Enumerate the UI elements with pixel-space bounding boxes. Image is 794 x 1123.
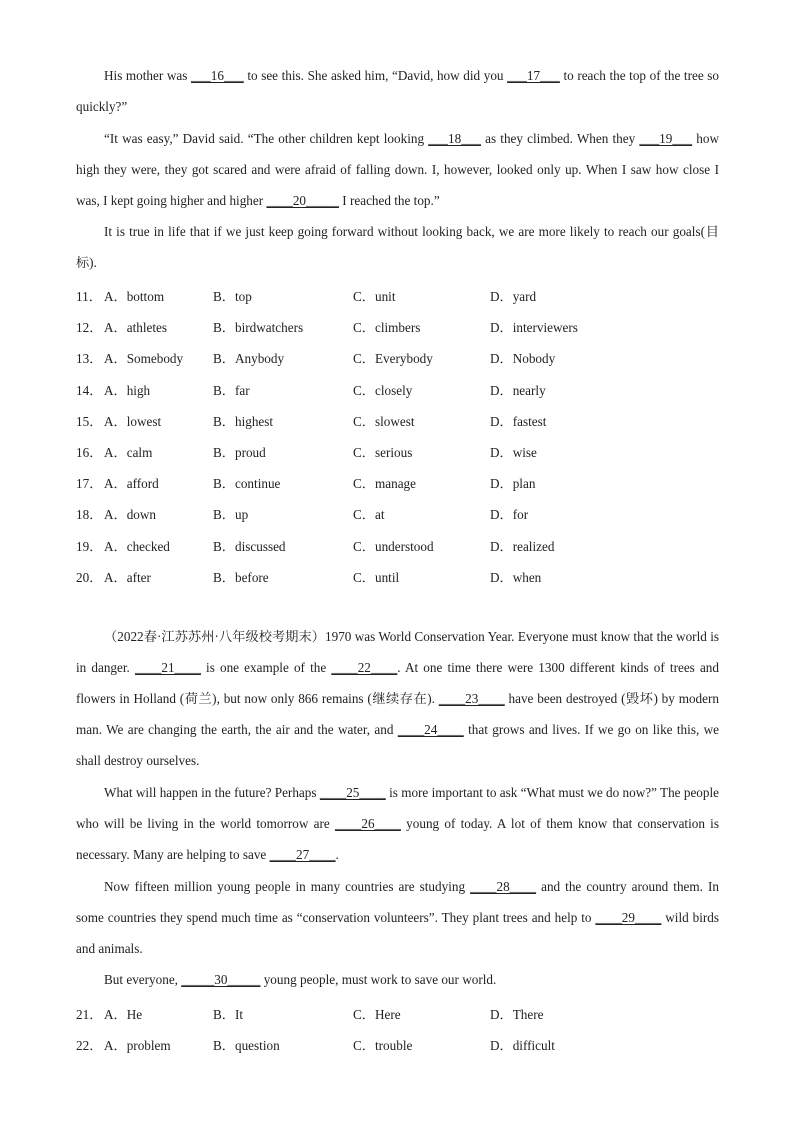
option-a: A．checked: [104, 538, 170, 554]
option-a: A．bottom: [104, 289, 165, 304]
option-d: D．for: [490, 507, 529, 523]
question-row: [76, 442, 719, 473]
option-d: D．yard: [490, 289, 537, 304]
question-row: [76, 380, 719, 411]
option-a: A．high: [104, 382, 151, 398]
text: （2022春·江苏苏州·八年级校考期末）1970 was World Conservation Year. Everyone must know that the world is in danger.: [76, 629, 719, 675]
question-number: 12．: [76, 320, 103, 336]
text: is one example of the: [200, 660, 332, 675]
question-number: 13．: [76, 351, 103, 367]
question-row: [76, 411, 719, 442]
text: . At one time there were 1300 different kinds of trees and flowers in Holland (荷兰), but now only 866 remains (继续存在).: [76, 660, 719, 706]
blank-20: ____20_____: [266, 193, 339, 208]
option-a: A．after: [104, 569, 151, 585]
text: What will happen in the future? Perhaps: [104, 785, 320, 800]
question-number: 19．: [76, 538, 103, 554]
question-row: [76, 317, 719, 348]
question-number: 18．: [76, 507, 103, 523]
option-b: B．continue: [213, 476, 281, 492]
option-d: D．realized: [490, 538, 555, 554]
option-c: C．climbers: [353, 320, 421, 336]
text: His mother was: [104, 68, 191, 83]
question-row: [76, 1004, 719, 1035]
text: and the country around them. In some countries they spend much time as “conservation volunteers”. They plant trees and help to: [76, 879, 719, 925]
passage2-paragraph-4: [76, 964, 719, 995]
option-c: C．unit: [353, 289, 396, 304]
option-d: D．when: [490, 569, 542, 585]
option-b: B．question: [213, 1038, 280, 1054]
option-c: C．trouble: [353, 1038, 413, 1054]
text: young people, must work to save our world.: [260, 972, 497, 987]
text: have been destroyed (毁坏) by modern man. We are changing the earth, the air and the water, and: [76, 691, 719, 737]
passage1-paragraph-3: It is true in life that if we just keep going forward without looking back, we are more likely to reach our goals(目标).: [76, 224, 719, 270]
text: Now fifteen million young people in many countries are studying: [104, 879, 471, 894]
text: wild birds and animals.: [76, 910, 719, 956]
option-a: A．problem: [104, 1038, 171, 1054]
question-number: 21．: [76, 1007, 103, 1022]
question-number: 16．: [76, 444, 103, 460]
question-row: [76, 348, 719, 379]
passage1-paragraph-2: [76, 123, 719, 216]
option-d: D．interviewers: [490, 320, 578, 336]
option-c: C．Everybody: [353, 351, 433, 367]
question-number: 14．: [76, 382, 103, 398]
option-c: C．slowest: [353, 413, 415, 429]
blank-17: ___17___: [507, 68, 560, 83]
blank-22: ____22____: [331, 660, 398, 675]
passage2-paragraph-1: [76, 621, 719, 776]
blank-16: ___16___: [190, 68, 244, 83]
option-b: B．Anybody: [213, 351, 285, 367]
question-row: [76, 473, 719, 504]
options-11-20: [76, 286, 719, 598]
option-c: C．at: [353, 507, 385, 523]
blank-24: ____24____: [397, 722, 464, 737]
text: to see this. She asked him, “David, how did you: [243, 68, 508, 83]
options-21-22: [76, 1004, 719, 1066]
blank-19: ___19___: [639, 131, 693, 146]
option-b: B．proud: [213, 444, 266, 460]
question-row: [76, 504, 719, 535]
question-number: 20．: [76, 569, 103, 585]
option-a: A．down: [104, 507, 157, 523]
text: young of today. A lot of them know that conservation is necessary. Many are helping to save: [76, 816, 719, 862]
question-row: [76, 286, 719, 317]
option-b: B．birdwatchers: [213, 320, 304, 336]
question-row: [76, 536, 719, 567]
text: to reach the top of the tree so quickly?”: [76, 68, 719, 114]
text: as they climbed. When they: [480, 131, 640, 146]
question-row: [76, 1035, 719, 1066]
text: But everyone,: [104, 972, 182, 987]
blank-30: _____30_____: [181, 972, 261, 987]
text: how high they were, they got scared and were afraid of falling down. I, however, looked only up. When I saw how close I was, I kept going higher and higher: [76, 131, 719, 208]
option-d: D．wise: [490, 444, 537, 460]
option-b: B．It: [213, 1007, 244, 1022]
option-c: C．manage: [353, 476, 416, 492]
option-d: D．plan: [490, 476, 536, 492]
text: that grows and lives. If we go on like this, we shall destroy ourselves.: [76, 722, 719, 768]
text: “It was easy,” David said. “The other children kept looking: [104, 131, 429, 146]
option-d: D．nearly: [490, 382, 546, 398]
option-c: C．understood: [353, 538, 434, 554]
option-b: B．discussed: [213, 538, 286, 554]
blank-18: ___18___: [428, 131, 481, 146]
blank-25: ____25____: [319, 785, 386, 800]
question-number: 11．: [76, 289, 102, 304]
blank-21: ____21____: [134, 660, 201, 675]
passage1-paragraph-1: [76, 60, 719, 122]
text: is more important to ask “What must we do now?” The people who will be living in the world tomorrow are: [76, 785, 719, 831]
option-b: B．highest: [213, 413, 274, 429]
blank-29: ____29____: [595, 910, 662, 925]
blank-27: ____27____: [269, 847, 336, 862]
option-c: C．serious: [353, 444, 413, 460]
option-d: D．fastest: [490, 413, 547, 429]
passage2-paragraph-3: [76, 871, 719, 964]
option-c: C．closely: [353, 382, 413, 398]
text: I reached the top.”: [338, 193, 440, 208]
option-a: A．calm: [104, 444, 153, 460]
option-a: A．He: [104, 1007, 143, 1022]
option-b: B．before: [213, 569, 269, 585]
text: .: [335, 847, 339, 862]
option-b: B．top: [213, 289, 252, 304]
option-c: C．until: [353, 569, 400, 585]
option-a: A．athletes: [104, 320, 167, 336]
question-number: 22．: [76, 1038, 103, 1054]
option-a: A．Somebody: [104, 351, 184, 367]
option-a: A．lowest: [104, 413, 162, 429]
option-d: D．difficult: [490, 1038, 555, 1054]
blank-28: ____28____: [470, 879, 537, 894]
option-b: B．up: [213, 507, 249, 523]
option-c: C．Here: [353, 1007, 401, 1022]
passage2-paragraph-2: [76, 777, 719, 870]
option-d: D．There: [490, 1007, 544, 1022]
question-row: [76, 567, 719, 598]
option-a: A．afford: [104, 476, 159, 492]
option-b: B．far: [213, 382, 250, 398]
question-number: 17．: [76, 476, 103, 492]
question-number: 15．: [76, 413, 103, 429]
blank-26: ____26____: [334, 816, 401, 831]
option-d: D．Nobody: [490, 351, 556, 367]
blank-23: ____23____: [438, 691, 505, 706]
